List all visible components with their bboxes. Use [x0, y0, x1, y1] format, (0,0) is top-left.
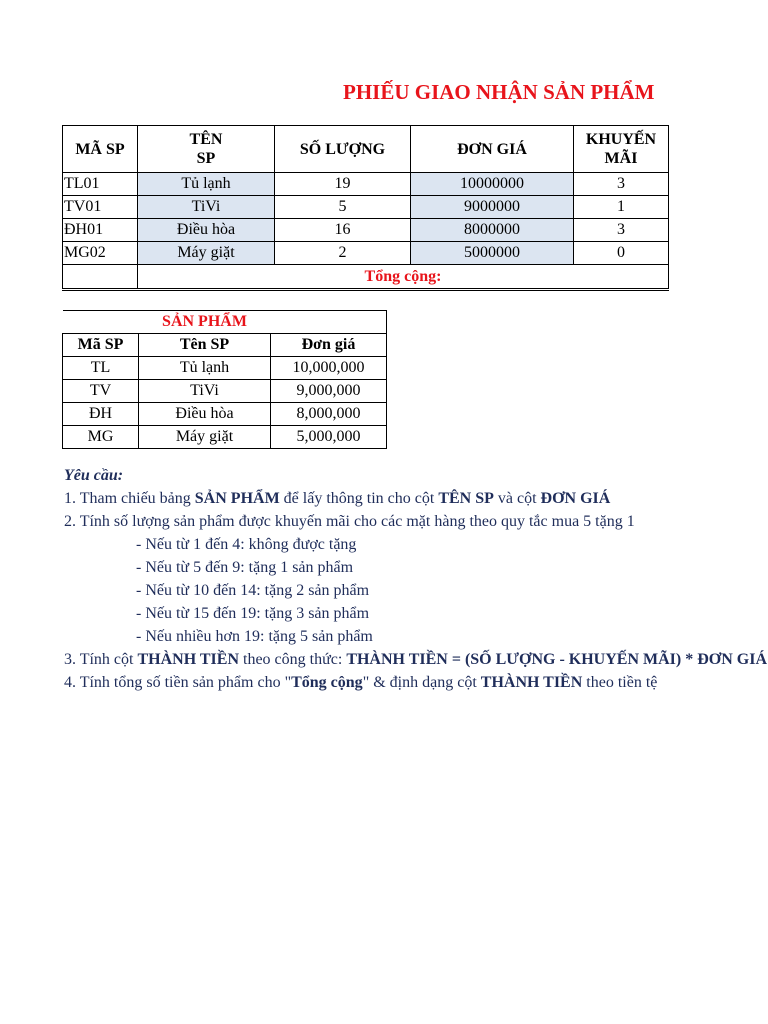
table-row	[63, 173, 669, 196]
lookup-row	[63, 403, 387, 426]
lookup-row	[63, 426, 387, 449]
rule-item: - Nếu từ 10 đến 14: tặng 2 sản phẩm	[136, 582, 370, 599]
lookup-cell-ten[interactable]: TiVi	[139, 380, 271, 403]
cell-khuyen-mai[interactable]: 3	[574, 173, 669, 196]
cell-don-gia[interactable]: 5000000	[411, 242, 574, 265]
lookup-caption: SẢN PHẨM	[139, 311, 271, 334]
requirement-4: 4. Tính tổng số tiền sản phẩm cho "Tổng cộng" & định dạng cột THÀNH TIỀN theo tiền tệ	[64, 674, 658, 691]
lookup-row	[63, 380, 387, 403]
cell-ma-sp[interactable]: TV01	[63, 196, 138, 219]
rule-item: - Nếu từ 1 đến 4: không được tặng	[136, 536, 357, 553]
lookup-header-ten-sp: Tên SP	[139, 334, 271, 357]
lookup-cell-ma[interactable]: TV	[63, 380, 139, 403]
requirement-2: 2. Tính số lượng sản phẩm được khuyến mãi cho các mặt hàng theo quy tắc mua 5 tặng 1	[64, 513, 635, 530]
caption-spacer	[271, 311, 387, 334]
caption-spacer	[63, 311, 139, 334]
lookup-caption-row	[63, 311, 387, 334]
cell-khuyen-mai[interactable]: 3	[574, 219, 669, 242]
requirement-1: 1. Tham chiếu bảng SẢN PHẨM để lấy thông tin cho cột TÊN SP và cột ĐƠN GIÁ	[64, 490, 611, 507]
lookup-cell-gia[interactable]: 5,000,000	[271, 426, 387, 449]
table-header-row	[63, 126, 669, 173]
rule-item: - Nếu từ 15 đến 19: tặng 3 sản phẩm	[136, 605, 370, 622]
header-ma-sp: MÃ SP	[63, 126, 138, 173]
cell-so-luong[interactable]: 16	[275, 219, 411, 242]
header-so-luong: SỐ LƯỢNG	[275, 126, 411, 173]
lookup-cell-gia[interactable]: 8,000,000	[271, 403, 387, 426]
total-empty-cell[interactable]	[63, 265, 138, 290]
lookup-cell-ten[interactable]: Máy giặt	[139, 426, 271, 449]
cell-ten-sp[interactable]: TiVi	[138, 196, 275, 219]
lookup-header-ma-sp: Mã SP	[63, 334, 139, 357]
lookup-row	[63, 357, 387, 380]
cell-khuyen-mai[interactable]: 0	[574, 242, 669, 265]
cell-khuyen-mai[interactable]: 1	[574, 196, 669, 219]
cell-ten-sp[interactable]: Máy giặt	[138, 242, 275, 265]
cell-ten-sp[interactable]: Tủ lạnh	[138, 173, 275, 196]
table-row	[63, 196, 669, 219]
total-row	[63, 265, 669, 290]
table-row	[63, 242, 669, 265]
lookup-cell-ma[interactable]: MG	[63, 426, 139, 449]
lookup-cell-ten[interactable]: Tủ lạnh	[139, 357, 271, 380]
delivery-table	[62, 125, 669, 291]
total-label[interactable]: Tổng cộng:	[138, 265, 669, 290]
lookup-cell-ma[interactable]: TL	[63, 357, 139, 380]
cell-ten-sp[interactable]: Điều hòa	[138, 219, 275, 242]
lookup-cell-ma[interactable]: ĐH	[63, 403, 139, 426]
rule-item: - Nếu nhiều hơn 19: tặng 5 sản phẩm	[136, 628, 373, 645]
product-lookup-table	[62, 310, 387, 449]
lookup-cell-ten[interactable]: Điều hòa	[139, 403, 271, 426]
cell-so-luong[interactable]: 5	[275, 196, 411, 219]
lookup-header-don-gia: Đơn giá	[271, 334, 387, 357]
lookup-cell-gia[interactable]: 10,000,000	[271, 357, 387, 380]
rule-item: - Nếu từ 5 đến 9: tặng 1 sản phẩm	[136, 559, 354, 576]
table-row	[63, 219, 669, 242]
header-ten-sp: TÊN SP	[138, 126, 275, 173]
cell-don-gia[interactable]: 8000000	[411, 219, 574, 242]
cell-ma-sp[interactable]: ĐH01	[63, 219, 138, 242]
cell-ma-sp[interactable]: MG02	[63, 242, 138, 265]
requirements-heading: Yêu cầu:	[64, 467, 124, 484]
lookup-header-row	[63, 334, 387, 357]
page-title: PHIẾU GIAO NHẬN SẢN PHẨM	[343, 80, 655, 104]
lookup-cell-gia[interactable]: 9,000,000	[271, 380, 387, 403]
cell-so-luong[interactable]: 19	[275, 173, 411, 196]
cell-don-gia[interactable]: 10000000	[411, 173, 574, 196]
cell-don-gia[interactable]: 9000000	[411, 196, 574, 219]
requirement-3: 3. Tính cột THÀNH TIỀN theo công thức: THÀNH TIỀN = (SỐ LƯỢNG - KHUYẾN MÃI) * ĐƠN GIÁ	[64, 651, 768, 668]
cell-so-luong[interactable]: 2	[275, 242, 411, 265]
cell-ma-sp[interactable]: TL01	[63, 173, 138, 196]
header-khuyen-mai: KHUYẾN MÃI	[574, 126, 669, 173]
header-don-gia: ĐƠN GIÁ	[411, 126, 574, 173]
